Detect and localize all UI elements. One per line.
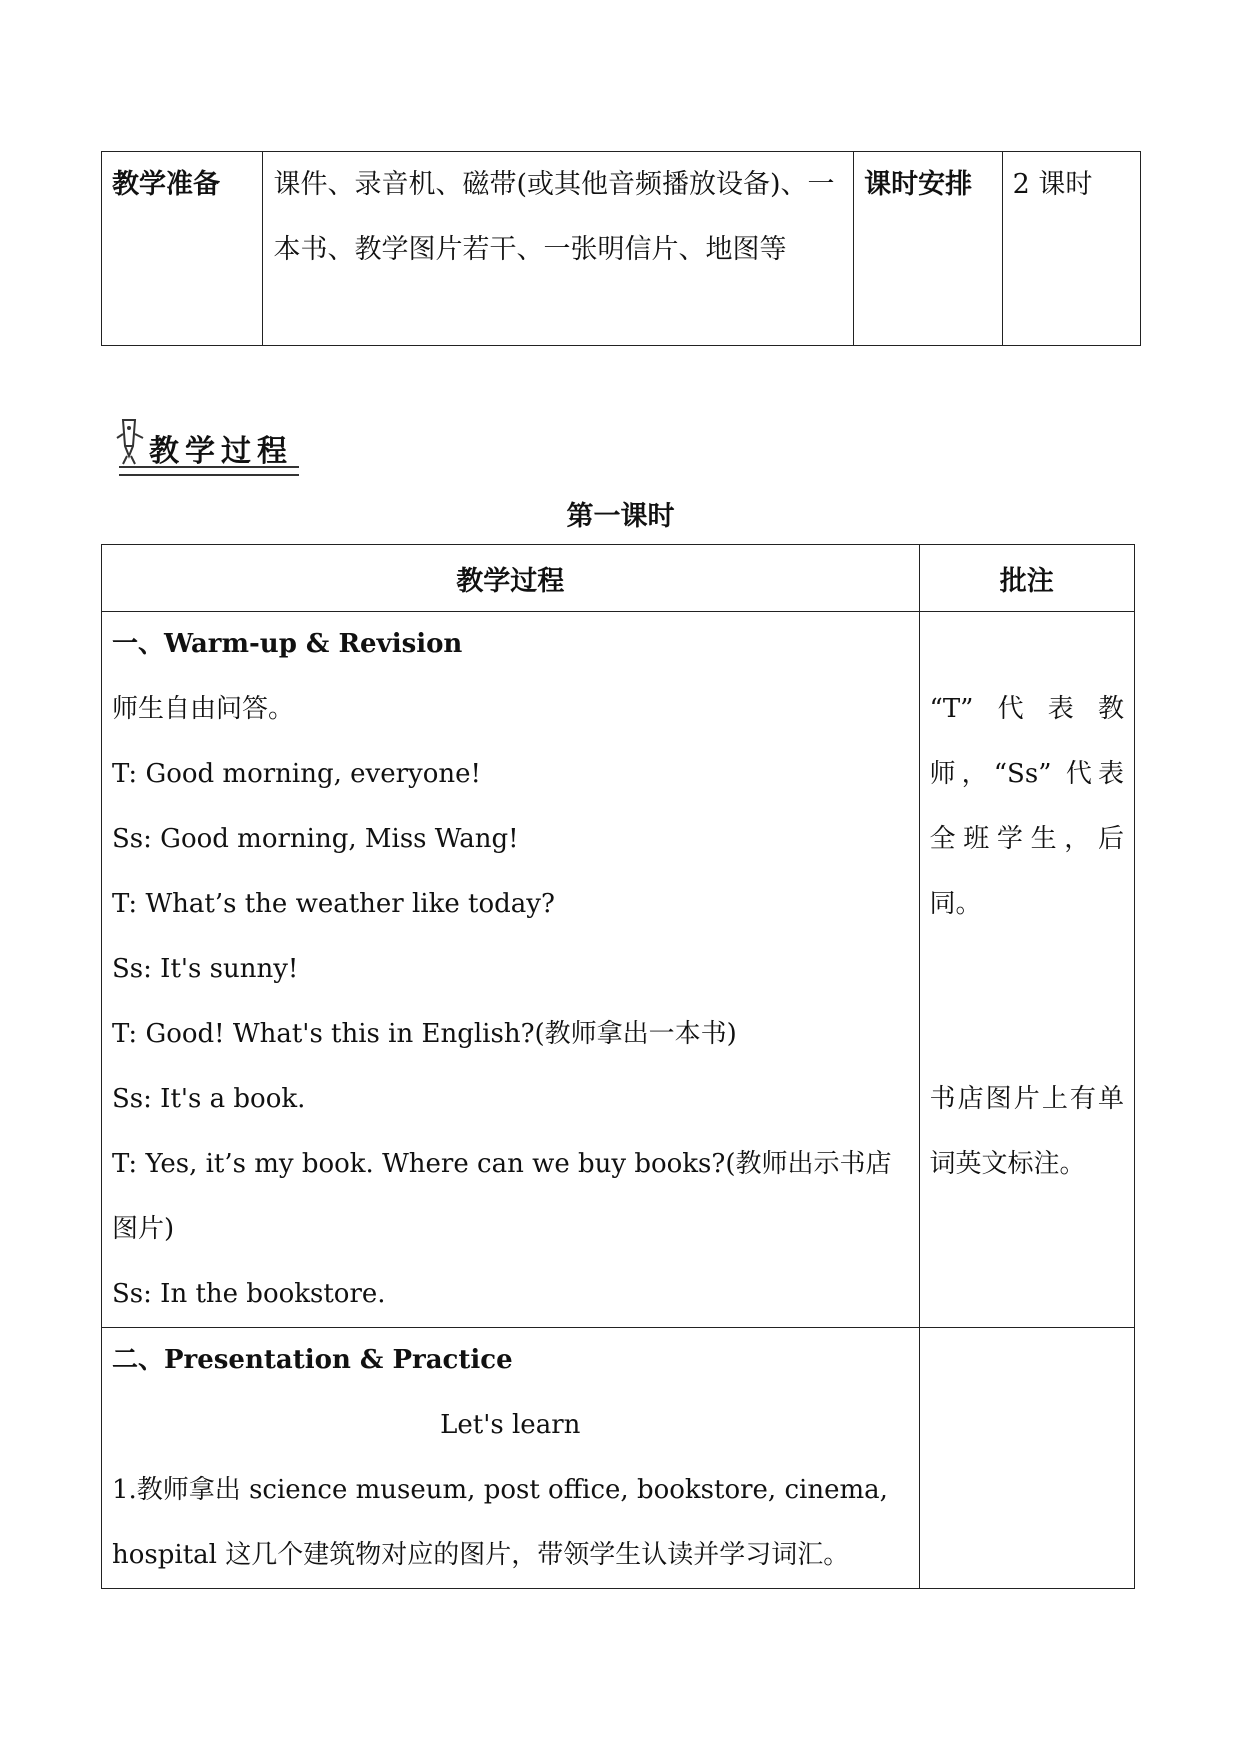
schedule-label: 课时安排	[854, 152, 1002, 346]
preparation-table	[101, 151, 1141, 346]
prep-label: 教学准备	[102, 152, 263, 346]
schedule-value: 2 课时	[1002, 152, 1140, 346]
dialogue-line: Ss: It's a book.	[112, 1084, 306, 1114]
dialogue-line: Ss: In the bookstore.	[112, 1279, 386, 1309]
dialogue-line: T: Good morning, everyone!	[112, 759, 481, 789]
section1-heading: 一、Warm-up & Revision	[112, 629, 463, 659]
section2-item: 1.教师拿出 science museum, post office, bookstore, cinema, hospital 这几个建筑物对应的图片，带领学生认读并学习词汇。	[112, 1475, 888, 1570]
section2-subheading: Let's learn	[440, 1410, 581, 1440]
process-table	[101, 544, 1135, 1589]
dialogue-line: Ss: It's sunny!	[112, 954, 299, 984]
dialogue-line: T: Yes, it’s my book. Where can we buy books?(教师出示书店图片)	[112, 1149, 892, 1244]
section1-notes-cell	[919, 612, 1134, 1328]
pencil-figure-icon	[113, 416, 147, 468]
dialogue-line: T: What’s the weather like today?	[112, 889, 555, 919]
section2-heading: 二、Presentation & Practice	[112, 1345, 513, 1375]
note-teacher-students: “T”代表教师，“Ss” 代表全班学生，后同。	[929, 694, 1124, 919]
lesson-title: 第一课时	[566, 501, 675, 532]
table-row	[102, 612, 1135, 1328]
note-bookstore-picture: 书店图片上有单词英文标注。	[929, 1084, 1124, 1179]
dialogue-line: T: Good! What's this in English?(教师拿出一本书)	[112, 1019, 737, 1049]
section-header	[113, 416, 305, 474]
section1-cell	[102, 612, 920, 1328]
dialogue-line: 师生自由问答。	[112, 694, 295, 724]
header-notes: 批注	[919, 545, 1134, 612]
table-row	[102, 1328, 1135, 1589]
table-header-row	[102, 545, 1135, 612]
section2-cell	[102, 1328, 920, 1589]
section-title: 教学过程	[149, 434, 293, 469]
section-underline	[119, 466, 299, 476]
dialogue-line: Ss: Good morning, Miss Wang!	[112, 824, 519, 854]
section2-notes-cell	[919, 1328, 1134, 1589]
prep-content: 课件、录音机、磁带(或其他音频播放设备)、一本书、教学图片若干、一张明信片、地图等	[263, 152, 854, 346]
header-process: 教学过程	[102, 545, 920, 612]
